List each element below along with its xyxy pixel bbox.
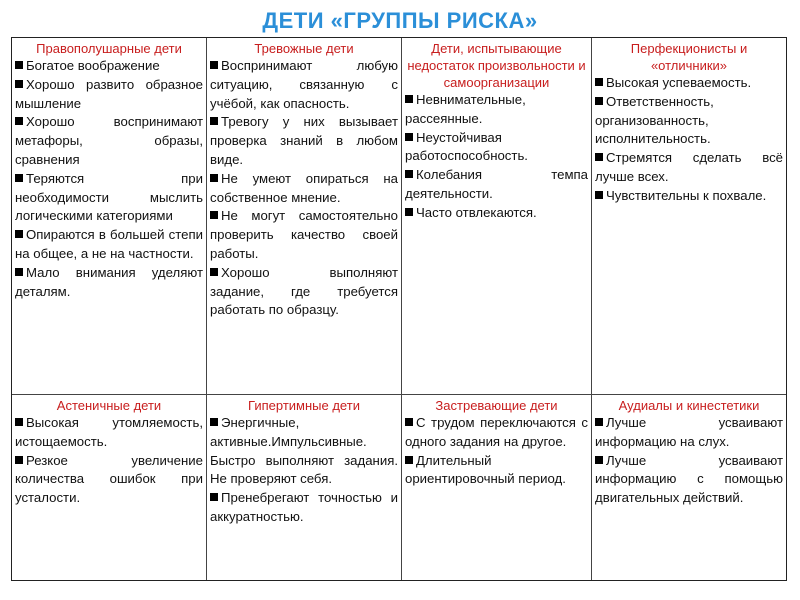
trait-item — [15, 264, 203, 302]
trait-item — [210, 489, 398, 527]
trait-list — [595, 74, 783, 206]
trait-text: Опираются в большей степи на общее, а не на частности. — [15, 227, 203, 261]
trait-text: Высокая успеваемость. — [606, 75, 752, 90]
trait-text: Длительный ориентировочный период. — [405, 452, 566, 487]
trait-text: Чувствительны к похвале. — [606, 187, 767, 203]
category-title: Тревожные дети — [254, 41, 354, 56]
square-bullet-icon — [405, 208, 413, 216]
trait-text: Часто отвлекаются. — [416, 204, 537, 220]
square-bullet-icon — [595, 191, 603, 199]
square-bullet-icon — [405, 170, 413, 178]
category-cell — [12, 395, 207, 580]
trait-item — [210, 207, 398, 263]
trait-text: Резкое увеличение количества ошибок при усталости. — [15, 452, 203, 506]
trait-list — [210, 57, 398, 320]
trait-item — [15, 76, 203, 114]
square-bullet-icon — [405, 456, 413, 464]
category-title: Аудиалы и кинестетики — [618, 398, 760, 413]
square-bullet-icon — [15, 174, 23, 182]
category-title: Астеничные дети — [56, 398, 162, 413]
square-bullet-icon — [210, 268, 218, 276]
trait-text: Хорошо воспринимают метафоры, образы, сравнения — [15, 114, 203, 167]
square-bullet-icon — [15, 418, 23, 426]
trait-item — [595, 414, 783, 452]
square-bullet-icon — [15, 61, 23, 69]
trait-item — [595, 187, 783, 206]
trait-item — [210, 264, 398, 320]
trait-text: Богатое воображение — [26, 58, 160, 73]
square-bullet-icon — [15, 268, 23, 276]
trait-item — [15, 226, 203, 264]
category-title: Перфекционисты и «отличники» — [630, 41, 748, 73]
trait-list — [405, 91, 588, 223]
category-cell — [592, 395, 786, 580]
trait-item — [595, 93, 783, 149]
category-cell — [207, 395, 402, 580]
trait-text: Лучше усваивают информацию на слух. — [595, 415, 783, 449]
square-bullet-icon — [210, 117, 218, 125]
trait-text: Невнимательные, рассеянные. — [405, 92, 526, 126]
category-title: Дети, испытывающие недостаток произвольности и самоорганизации — [407, 41, 586, 90]
square-bullet-icon — [210, 211, 218, 219]
trait-list — [405, 414, 588, 489]
trait-item — [405, 204, 588, 223]
trait-item — [595, 452, 783, 508]
square-bullet-icon — [595, 418, 603, 426]
trait-text: Энергичные, активные.Импульсивные. Быстро выполняют задания. Не проверяют себя. — [210, 415, 398, 487]
trait-item — [210, 113, 398, 169]
square-bullet-icon — [595, 78, 603, 86]
category-title: Правополушарные дети — [36, 41, 182, 56]
trait-item — [210, 414, 398, 489]
category-title: Гипертимные дети — [248, 398, 360, 413]
category-cell — [402, 38, 592, 395]
square-bullet-icon — [210, 174, 218, 182]
trait-list — [210, 414, 398, 527]
trait-text: Мало внимания уделяют деталям. — [15, 264, 203, 299]
trait-text: Стремятся сделать всё лучше всех. — [595, 150, 783, 184]
trait-item — [15, 414, 203, 452]
trait-text: Тревогу у них вызывает проверка знаний в любом виде. — [210, 114, 398, 167]
trait-item — [595, 74, 783, 93]
trait-text: Ответственность, организованность, исполнительность. — [595, 93, 714, 147]
square-bullet-icon — [405, 418, 413, 426]
category-cell — [592, 38, 786, 395]
trait-list — [15, 57, 203, 301]
trait-text: Хорошо выполняют задание, где требуется работать по образцу. — [210, 264, 398, 318]
square-bullet-icon — [595, 456, 603, 464]
square-bullet-icon — [405, 133, 413, 141]
square-bullet-icon — [405, 95, 413, 103]
trait-list — [595, 414, 783, 508]
trait-list — [15, 414, 203, 508]
square-bullet-icon — [595, 97, 603, 105]
trait-text: Лучше усваивают информацию с помощью двигательных действий. — [595, 452, 783, 506]
trait-text: Не могут самостоятельно проверить качество своей работы. — [210, 208, 398, 261]
trait-text: С трудом переключаются с одного задания на другое. — [405, 415, 588, 449]
trait-text: Хорошо развито образное мышление — [15, 76, 203, 111]
trait-item — [15, 170, 203, 226]
trait-item — [405, 452, 588, 490]
trait-item — [15, 57, 203, 76]
page-title: ДЕТИ «ГРУППЫ РИСКА» — [262, 8, 538, 33]
trait-item — [405, 414, 588, 452]
category-cell — [12, 38, 207, 395]
trait-text: Высокая утомляемость, истощаемость. — [15, 415, 203, 449]
trait-item — [405, 91, 588, 129]
trait-text: Неустойчивая работоспособность. — [405, 129, 528, 164]
square-bullet-icon — [15, 80, 23, 88]
category-title: Застревающие дети — [435, 398, 558, 413]
trait-text: Теряются при необходимости мыслить логическими категориями — [15, 170, 203, 224]
category-cell — [207, 38, 402, 395]
square-bullet-icon — [15, 117, 23, 125]
trait-text: Пренебрегают точностью и аккуратностью. — [210, 490, 398, 524]
trait-item — [15, 452, 203, 508]
square-bullet-icon — [210, 61, 218, 69]
square-bullet-icon — [210, 418, 218, 426]
category-cell — [402, 395, 592, 580]
square-bullet-icon — [15, 456, 23, 464]
square-bullet-icon — [15, 230, 23, 238]
trait-text: Воспринимают любую ситуацию, связанную с учёбой, как опасность. — [210, 58, 398, 111]
square-bullet-icon — [210, 493, 218, 501]
trait-item — [210, 57, 398, 113]
trait-item — [405, 166, 588, 204]
risk-groups-table — [11, 37, 787, 581]
trait-text: Не умеют опираться на собственное мнение. — [210, 170, 398, 205]
trait-item — [210, 170, 398, 208]
trait-item — [15, 113, 203, 169]
trait-text: Колебания темпа деятельности. — [405, 167, 588, 201]
trait-item — [595, 149, 783, 187]
square-bullet-icon — [595, 153, 603, 161]
trait-item — [405, 129, 588, 167]
